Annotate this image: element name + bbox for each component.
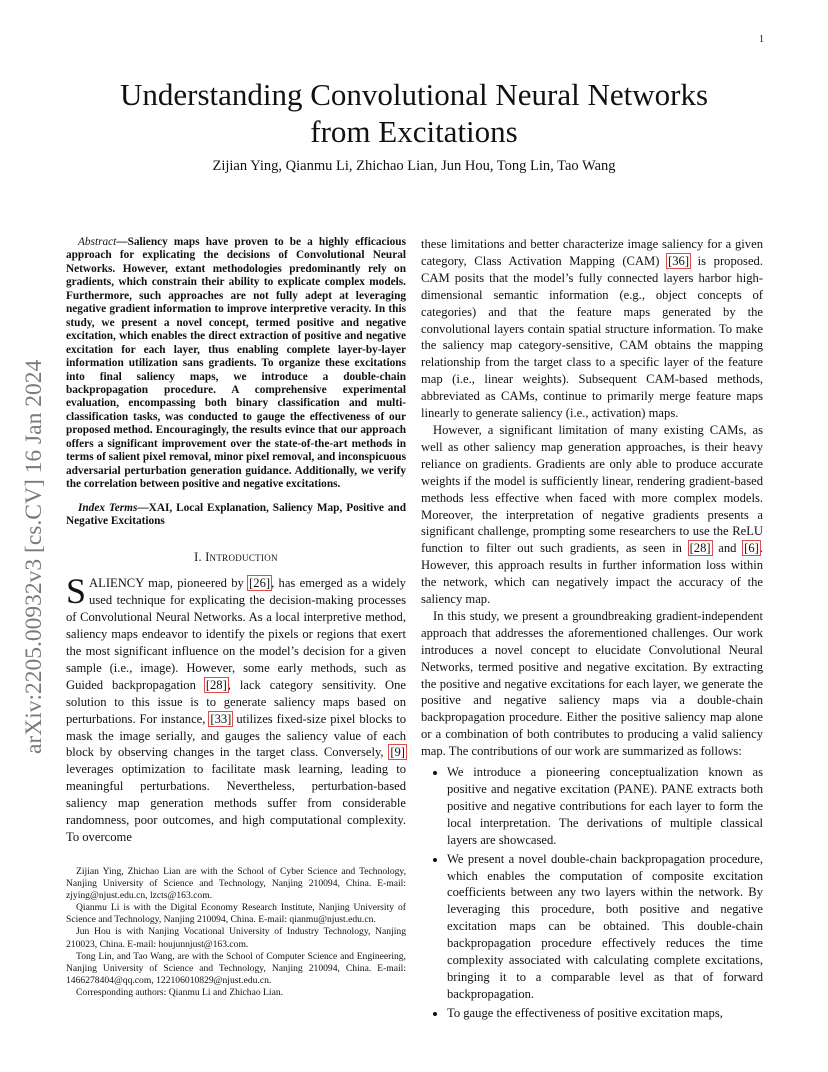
citation-link[interactable]: [28] <box>689 541 711 556</box>
author-list: Zijian Ying, Qianmu Li, Zhichao Lian, Jun Hou, Tong Lin, Tao Wang <box>212 158 616 174</box>
footnote: Corresponding authors: Qianmu Li and Zhichao Lian. <box>76 986 284 998</box>
intro-text: utilizes fixed-size pixel blocks to mask the image serially, and gauges the saliency value of each block by observing changes in the target class. Conversely, <box>66 711 407 760</box>
drop-cap: S <box>66 571 87 612</box>
citation-link[interactable]: [6] <box>744 541 759 556</box>
title-line-2: from Excitations <box>310 114 518 149</box>
intro-text: leverages optimization to facilitate mask learning, leading to meaningful perturbations. Nevertheless, perturbation-based saliency map generation methods suffer from considerable randomness, poor outcomes, and high computational complexity. To overcome <box>66 762 406 845</box>
right-column <box>421 236 763 1024</box>
abstract <box>66 236 406 492</box>
title-line-1: Understanding Convolutional Neural Networks <box>119 77 709 112</box>
paper-title <box>0 76 828 150</box>
list-item: • We introduce a pioneering conceptualization known as positive and negative excitation (PANE). PANE extracts both positive and negative contributions for each layer to form the local interpretation. The derivations of multiple classical layers are showcased. <box>447 764 763 849</box>
author-footnotes <box>66 866 406 999</box>
footnote: Tong Lin, and Tao Wang, are with the School of Computer Science and Engineering, Nanjing University of Science and Technology, Nanjing 210094, China. E-mail: 1466278404@qq.com, 122106010829@njust.edu.cn. <box>66 950 406 986</box>
contribution-list <box>421 764 763 1022</box>
footnote: Qianmu Li is with the Digital Economy Research Institute, Nanjing University of Science and Technology, Nanjing 210094, China. E-mail: qianmu@njust.edu.cn. <box>66 902 406 926</box>
intro-text: is proposed. CAM posits that the model’s fully connected layers harbor high-dimensional semantic information (e.g., object concepts of categories) and that the feature maps generated by the convolutional layers contain spatial structure information. To make the saliency map category-sensitive, CAM obtains the mapping relationship from the target class to a specific layer of the feature map (i.e., linear weights). Subsequent CAM-based methods, abbreviated as CAMs, continue to primarily merge feature maps linearly to generate saliency (i.e., activation) maps. <box>421 253 763 421</box>
footnote: Zijian Ying, Zhichao Lian are with the School of Cyber Science and Technology, Nanjing University of Science and Technology, Nanjing 210094, China. E-mail: zjying@njust.edu.cn, lzcts@163.com. <box>66 866 406 902</box>
abstract-label: Abstract <box>78 236 117 248</box>
intro-paragraph-1 <box>66 571 407 846</box>
citation-link[interactable]: [28] <box>205 677 227 692</box>
footnote: Jun Hou is with Nanjing Vocational University of Industry Technology, Nanjing 210023, China. E-mail: houjunnjust@163.com. <box>66 926 406 950</box>
citation-link[interactable]: [9] <box>390 745 405 760</box>
citation-link[interactable]: [26] <box>249 576 271 591</box>
citation-link[interactable]: [36] <box>668 253 690 268</box>
intro-paragraph-1-continued <box>421 236 763 422</box>
index-terms-text: —XAI, Local Explanation, Saliency Map, Positive and Negative Excitations <box>66 501 406 528</box>
abstract-text: —Saliency maps have proven to be a highly efficacious approach for explicating the decisions of Convolutional Neural Networks. However, extant methodologies predominantly rely on gradients, which constrain their ability to explicate complex models. Furthermore, such approaches are not fully adept at leveraging negative gradient information to improve interpretive veracity. In this study, we present a novel concept, termed positive and negative excitation, which enables the direct extraction of positive and negative excitation for each layer, thus enabling complete layer-by-layer information utilization sans gradients. To organize these excitations into final saliency maps, we introduce a double-chain backpropagation procedure. A comprehensive experimental evaluation, encompassing both binary classification and multi-classification tasks, was conducted to gauge the effectiveness of our proposed method. Encouragingly, the results evince that our approach offers a significant improvement over the state-of-the-art methods in terms of salient pixel removal, minor pixel removal, and inconspicuous adversarial perturbation generation guidance. Additionally, we verify the correlation between positive and negative excitations. <box>66 236 406 491</box>
intro-text: . However, this approach results in further information loss within the network, which can negatively impact the accuracy of the saliency map. <box>421 541 764 607</box>
intro-text: , lack category sensitivity. One solution to this issue is to generate saliency maps based on perturbations. For instance, <box>66 677 406 726</box>
arxiv-identifier-stamp[interactable]: arXiv:2205.00932v3 [cs.CV] 16 Jan 2024 <box>21 359 47 754</box>
intro-text: these limitations and better characterize image saliency for a given category, Class Activation Mapping (CAM) <box>421 237 763 268</box>
citation-link[interactable]: [33] <box>210 711 232 726</box>
section-heading-introduction <box>66 549 406 566</box>
list-item: • We present a novel double-chain backpropagation procedure, which enables the computation of composite excitation coefficients between any two layers within the network. By leveraging this procedure, both positive and negative excitation maps can be obtained. This double-chain backpropagation procedure effectively reduces the time complexity associated with calculating complete excitations, bringing it to a comparable level as that of forward backpropagation. <box>447 851 763 1003</box>
section-title: Introduction <box>205 549 278 564</box>
page-number: 1 <box>759 34 764 45</box>
list-item: • To gauge the effectiveness of positive excitation maps, <box>447 1005 763 1022</box>
intro-text: ALIENCY map, pioneered by <box>89 576 249 591</box>
intro-paragraph-3: In this study, we present a groundbreaking gradient-independent approach that addresses the aforementioned challenges. Our work introduces a novel concept to elucidate Convolutional Neural Networks, termed positive and negative excitation. By extracting the positive and negative excitations for each layer, we generate the positive and negative saliency maps via a double-chain backpropagation procedure. Either the positive saliency map alone or a combination of both contributes to producing a valid saliency map. The contributions of our work are summarized as follows: <box>421 608 763 759</box>
index-terms <box>66 502 406 529</box>
section-number: I. <box>194 549 202 564</box>
intro-paragraph-2 <box>421 422 763 608</box>
left-column <box>66 236 406 846</box>
intro-text: However, a significant limitation of many existing CAMs, as well as other saliency map generation approaches, is their heavy reliance on gradients. Gradients are only able to produce accurate weights if the model is sufficiently linear, rendering gradient-based methods less effective when faced with more complex models. Moreover, the interpretation of negative gradients presents a significant challenge, prompting some researchers to use the ReLU function to filter out such gradients, as seen in <box>421 422 763 556</box>
intro-text: and <box>711 541 744 556</box>
index-terms-label: Index Terms <box>78 501 138 514</box>
intro-text: , has emerged as a widely used technique for explicating the decision-making processes of Convolutional Neural Networks. As a local interpretive method, saliency maps endeavor to identify the pixels or regions that exert the most significant influence on the model’s decision for a given sample (i.e., image). However, some early methods, such as Guided backpropagation <box>66 576 406 692</box>
